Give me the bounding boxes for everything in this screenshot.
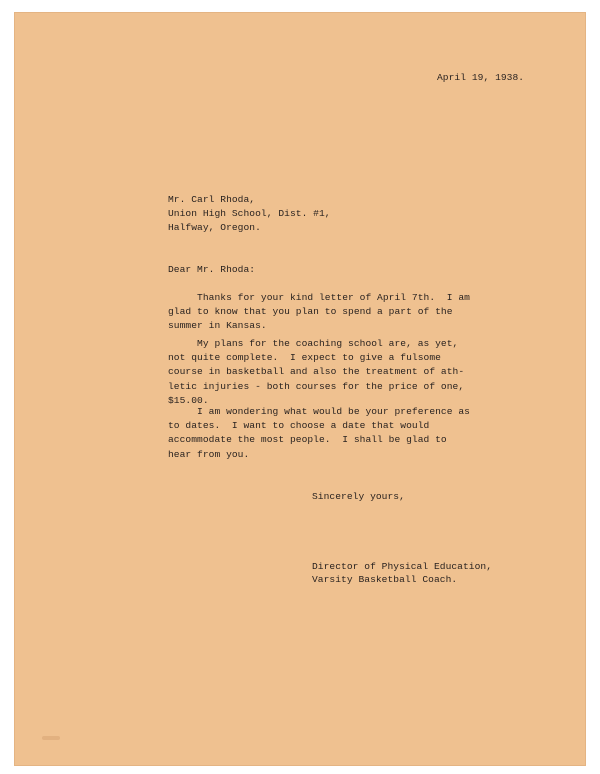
body-line: I am wondering what would be your preference as xyxy=(168,406,470,417)
body-line: accommodate the most people. I shall be glad to xyxy=(168,434,447,446)
body-line: My plans for the coaching school are, as yet, xyxy=(168,338,459,349)
letter-date: April 19, 1938. xyxy=(437,72,525,83)
body-line: hear from you. xyxy=(168,448,250,460)
recipient-city: Halfway, Oregon. xyxy=(168,222,261,233)
body-line: course in basketball and also the treatment of ath- xyxy=(168,366,465,378)
salutation: Dear Mr. Rhoda: xyxy=(168,264,256,275)
paper-stain xyxy=(42,736,60,740)
body-line: Thanks for your kind letter of April 7th. I am xyxy=(168,292,470,303)
body-paragraph-3 xyxy=(168,405,470,462)
closing: Sincerely yours, xyxy=(312,491,405,502)
body-line: letic injuries - both courses for the price of one, xyxy=(168,380,465,392)
body-line: to dates. I want to choose a date that would xyxy=(168,420,430,432)
signature-role: Varsity Basketball Coach. xyxy=(312,574,458,585)
signature-title: Director of Physical Education, xyxy=(312,561,493,572)
recipient-name: Mr. Carl Rhoda, xyxy=(168,194,256,205)
body-line: summer in Kansas. xyxy=(168,320,267,332)
recipient-school: Union High School, Dist. #1, xyxy=(168,208,331,219)
body-paragraph-2 xyxy=(168,337,464,408)
body-line: $15.00. xyxy=(168,394,209,406)
body-line: glad to know that you plan to spend a part of the xyxy=(168,306,453,318)
body-paragraph-1 xyxy=(168,291,470,334)
body-line: not quite complete. I expect to give a fulsome xyxy=(168,352,441,364)
